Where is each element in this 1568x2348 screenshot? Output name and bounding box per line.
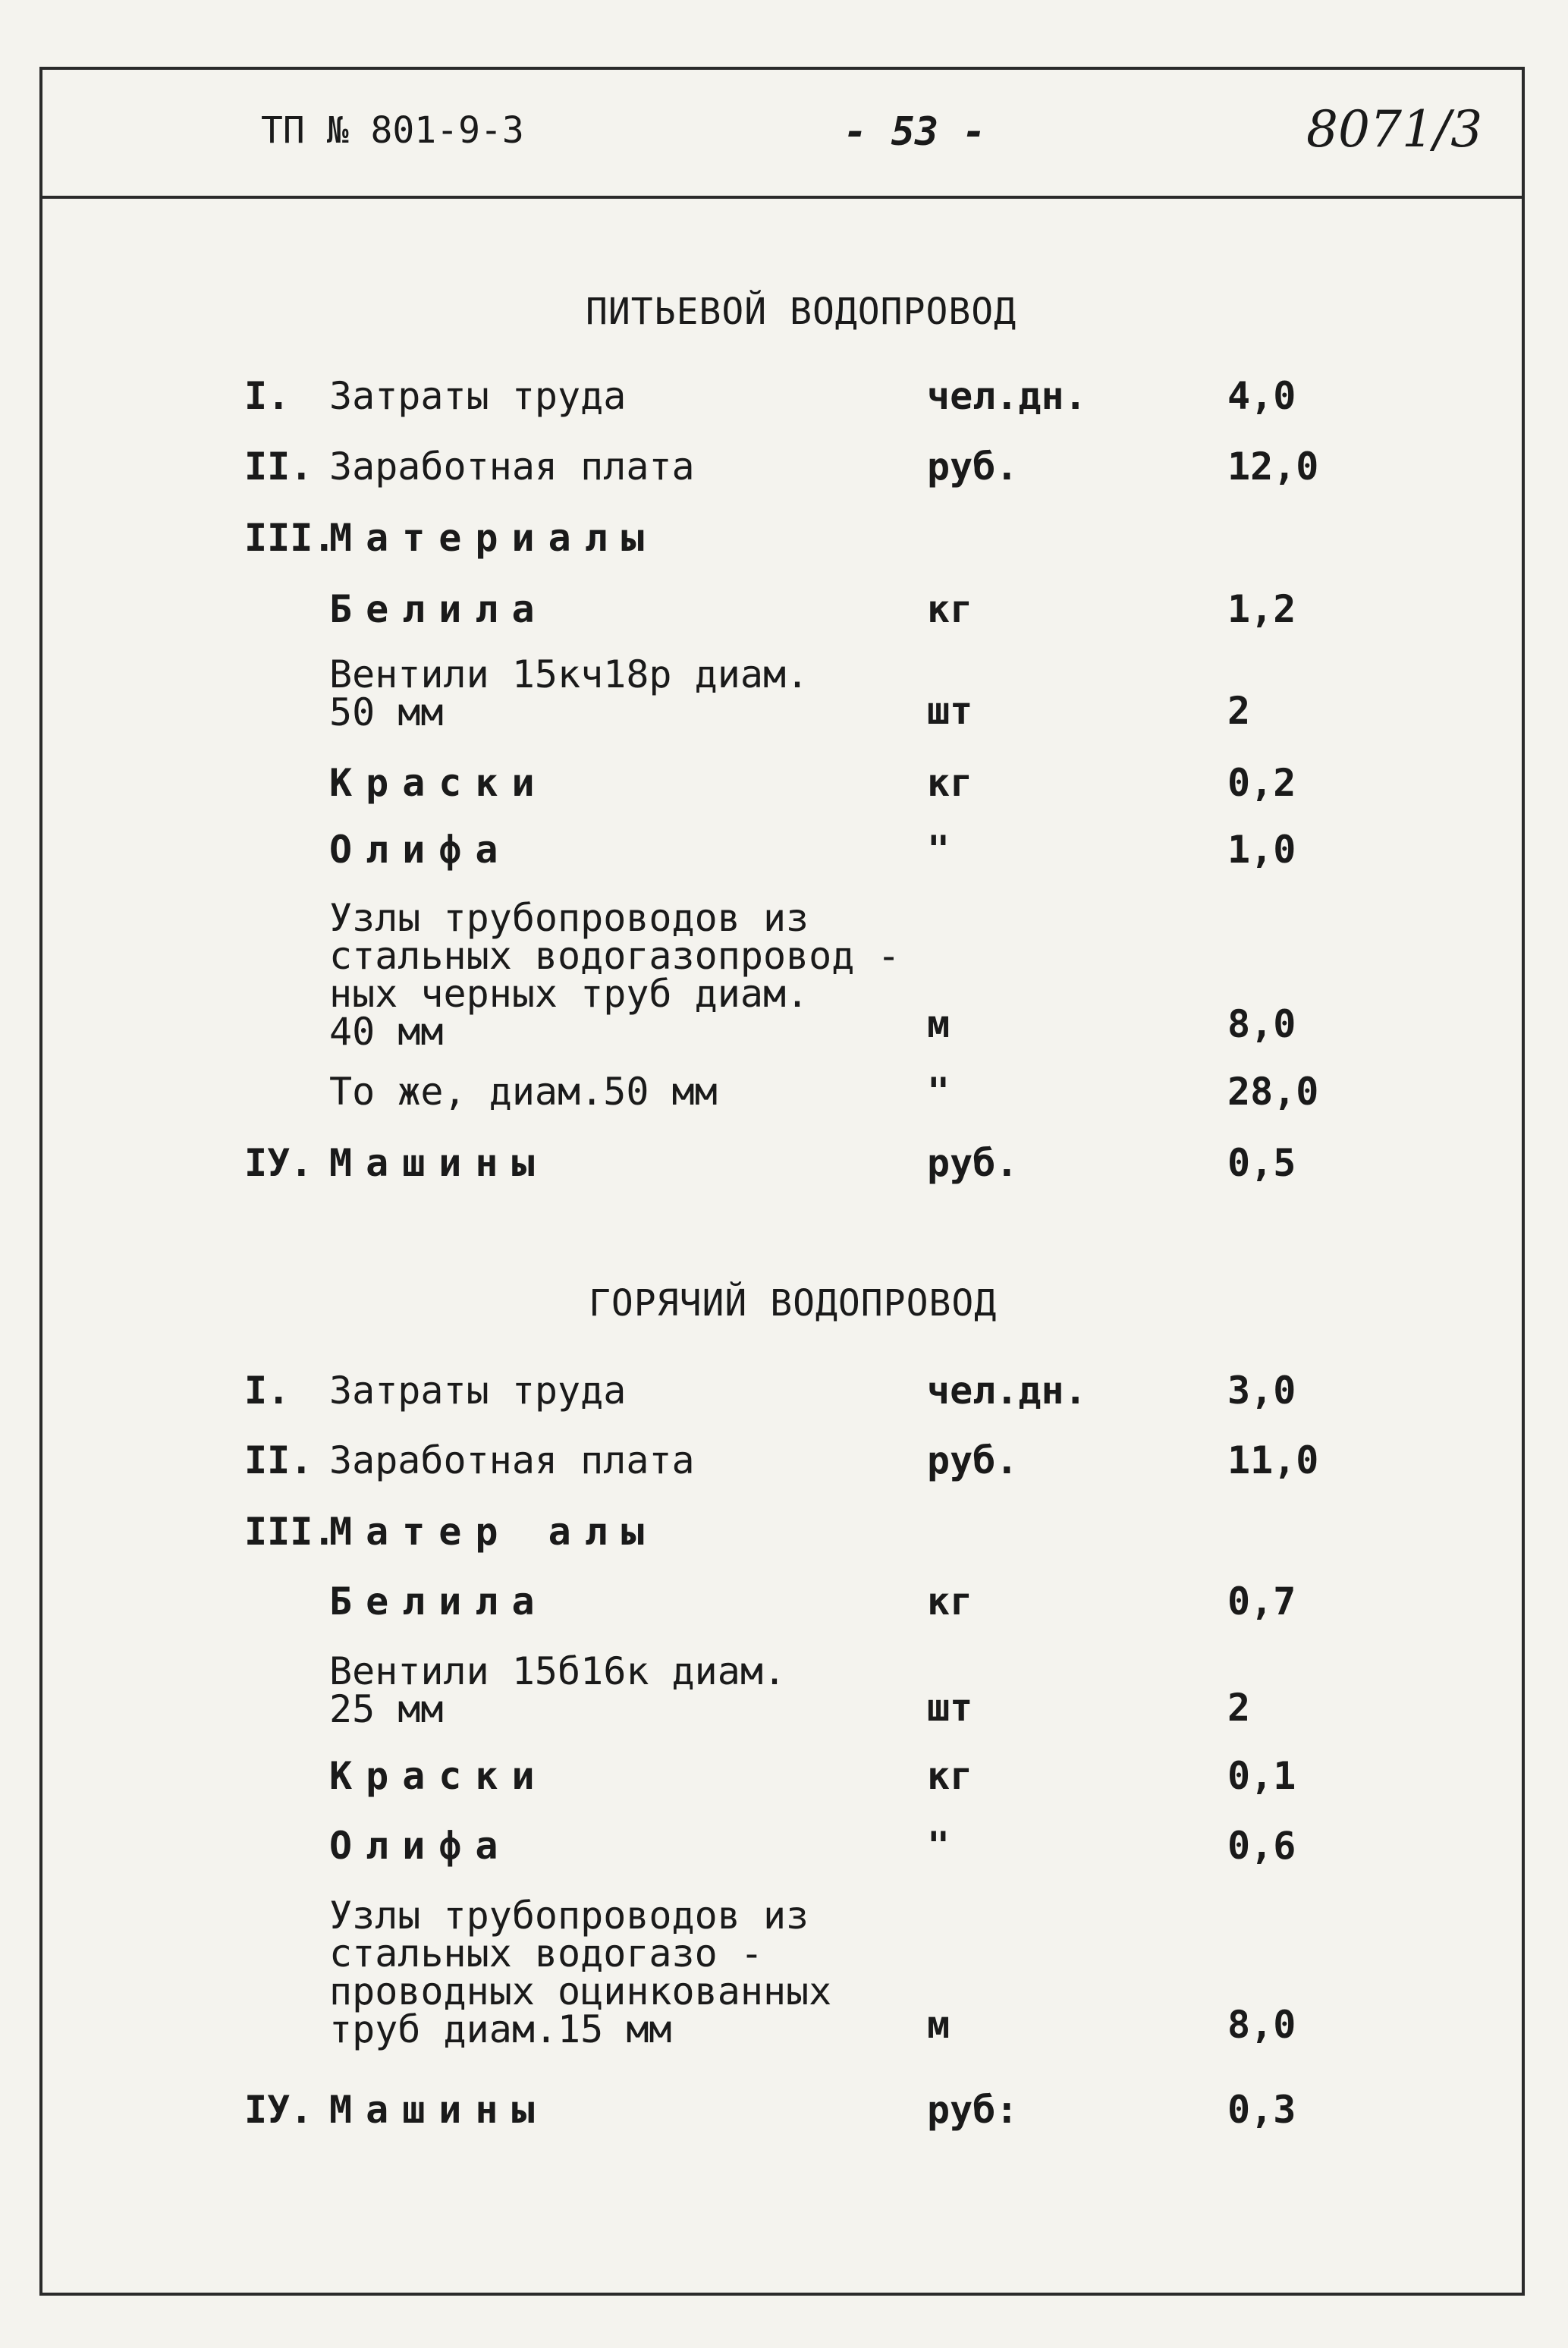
- item-value: 1,2: [1227, 587, 1296, 631]
- item-name: Материалы: [329, 516, 658, 560]
- item-unit: шт: [927, 689, 973, 733]
- item-unit: руб:: [927, 2088, 1019, 2132]
- item-value: 28,0: [1227, 1070, 1319, 1114]
- item-unit: руб.: [927, 445, 1019, 489]
- item-unit: кг: [927, 1579, 973, 1623]
- item-name: Узлы трубопроводов из стальных водогазо - проводных оцинкованных труб диам.15 мм: [329, 1894, 832, 2051]
- item-unit: ": [927, 1070, 951, 1114]
- item-number: III.: [244, 1510, 336, 1554]
- item-name: Краски: [329, 761, 548, 805]
- item-value: 12,0: [1227, 445, 1319, 489]
- item-unit: руб.: [927, 1141, 1019, 1185]
- item-value: 2: [1227, 1686, 1251, 1730]
- item-name: Затраты труда: [329, 1369, 627, 1413]
- item-value: 11,0: [1227, 1438, 1319, 1482]
- page-number: - 53 -: [844, 109, 986, 155]
- item-value: 0,6: [1227, 1824, 1296, 1868]
- item-name: То же, диам.50 мм: [329, 1070, 718, 1114]
- item-unit: кг: [927, 1754, 973, 1798]
- item-name: Затраты труда: [329, 374, 627, 418]
- item-name: Вентили 15б16к диам. 25 мм: [329, 1649, 787, 1731]
- item-unit: шт: [927, 1686, 973, 1730]
- item-value: 0,3: [1227, 2088, 1296, 2132]
- item-value: 3,0: [1227, 1369, 1296, 1413]
- item-value: 4,0: [1227, 374, 1296, 418]
- item-value: 1,0: [1227, 828, 1296, 872]
- item-number: III.: [244, 516, 336, 560]
- item-value: 0,5: [1227, 1141, 1296, 1185]
- page-header: [39, 67, 1525, 196]
- archive-number: 8071/3: [1306, 100, 1483, 159]
- item-name: Заработная плата: [329, 1438, 695, 1482]
- item-name: Матер алы: [329, 1510, 658, 1554]
- item-name: Олифа: [329, 1824, 512, 1868]
- item-unit: ": [927, 1824, 951, 1868]
- item-number: I.: [244, 374, 291, 418]
- header-divider: [39, 196, 1525, 199]
- item-value: 0,2: [1227, 761, 1296, 805]
- item-number: I.: [244, 1369, 291, 1413]
- item-value: 0,1: [1227, 1754, 1296, 1798]
- item-unit: кг: [927, 587, 973, 631]
- item-unit: кг: [927, 761, 973, 805]
- item-name: Олифа: [329, 828, 512, 872]
- section-title-hot-water: ГОРЯЧИЙ ВОДОПРОВОД: [589, 1282, 998, 1325]
- item-number: IУ.: [244, 2088, 313, 2132]
- section-title-drinking-water: ПИТЬЕВОЙ ВОДОПРОВОД: [586, 291, 1017, 333]
- item-name: Машины: [329, 2088, 548, 2132]
- item-value: 8,0: [1227, 1002, 1296, 1046]
- item-name: Узлы трубопроводов из стальных водогазопровод - ных черных труб диам. 40 мм: [329, 896, 900, 1054]
- item-number: II.: [244, 445, 313, 489]
- document-code: ТП № 801-9-3: [261, 109, 524, 152]
- item-unit: м: [927, 2003, 951, 2047]
- item-name: Белила: [329, 1579, 548, 1623]
- item-unit: чел.дн.: [927, 1369, 1087, 1413]
- item-value: 0,7: [1227, 1579, 1296, 1623]
- item-number: IУ.: [244, 1141, 313, 1185]
- item-value: 8,0: [1227, 2003, 1296, 2047]
- item-unit: руб.: [927, 1438, 1019, 1482]
- item-name: Вентили 15кч18р диам. 50 мм: [329, 652, 809, 734]
- item-number: II.: [244, 1438, 313, 1482]
- item-name: Белила: [329, 587, 548, 631]
- item-unit: чел.дн.: [927, 374, 1087, 418]
- item-unit: ": [927, 828, 951, 872]
- item-value: 2: [1227, 689, 1251, 733]
- item-unit: м: [927, 1002, 951, 1046]
- item-name: Краски: [329, 1754, 548, 1798]
- item-name: Машины: [329, 1141, 548, 1185]
- item-name: Заработная плата: [329, 445, 695, 489]
